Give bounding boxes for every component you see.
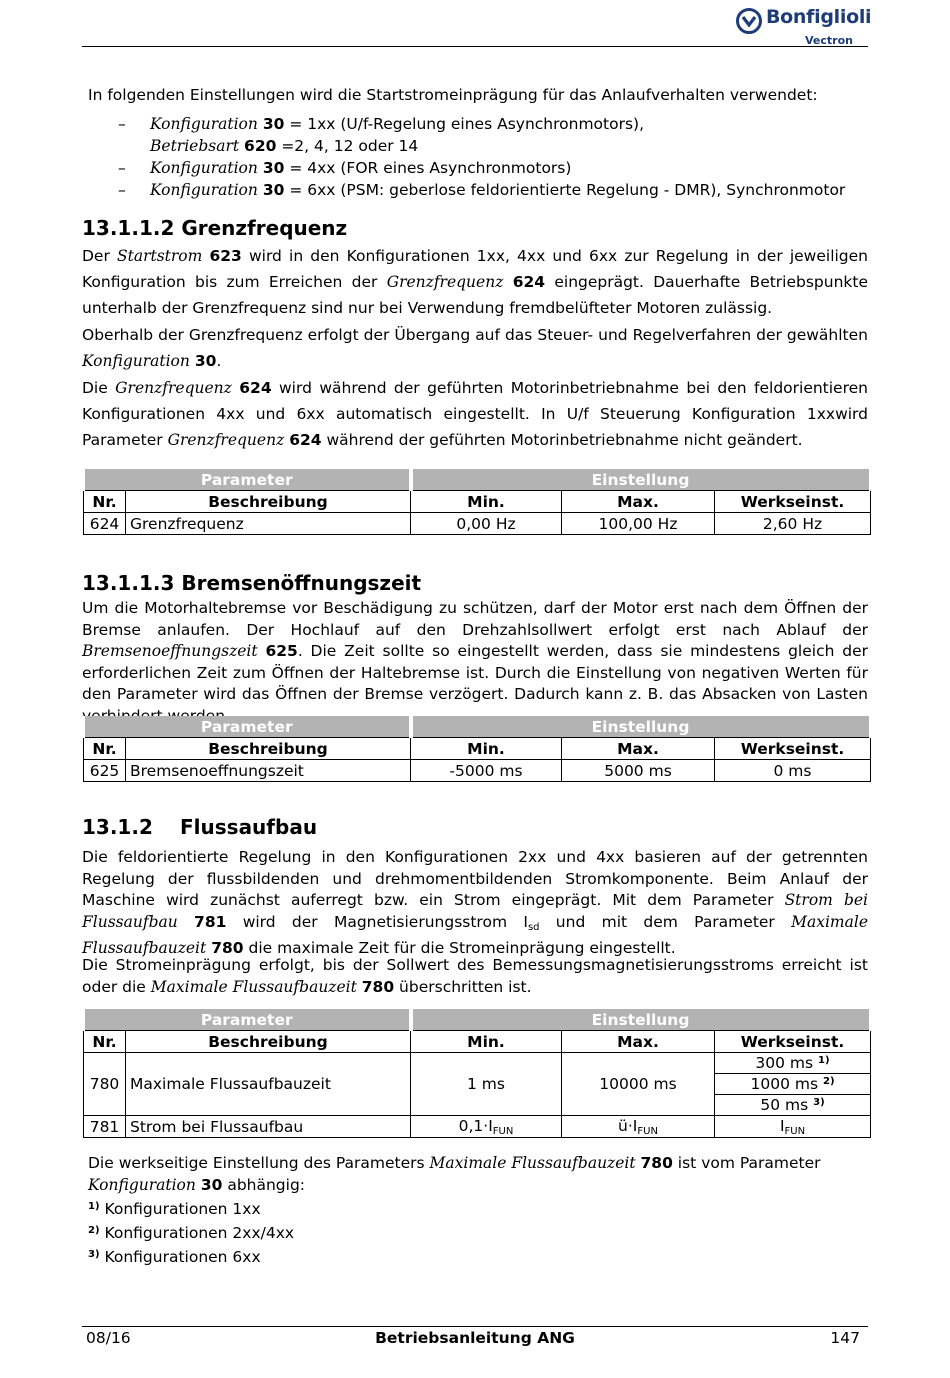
section-heading-flussaufbau bbox=[82, 815, 868, 839]
footnote-marker: 3) bbox=[88, 1249, 100, 1260]
footnote bbox=[88, 1196, 868, 1220]
band-header-parameter: Parameter bbox=[84, 1009, 411, 1031]
column-header-werkseinst: Werkseinst. bbox=[715, 1031, 871, 1053]
bonfiglioli-emblem-icon bbox=[736, 8, 762, 34]
text-run: Oberhalb der Grenzfrequenz erfolgt der Übergang auf das Steuer- und Regelverfahren der gewählten bbox=[82, 326, 868, 344]
parameter-table-625 bbox=[82, 716, 873, 782]
cell-beschreibung: Grenzfrequenz bbox=[126, 513, 411, 535]
paragraph bbox=[82, 598, 868, 727]
text-run: und mit dem Parameter bbox=[539, 912, 792, 931]
column-header-beschreibung: Beschreibung bbox=[126, 1031, 411, 1053]
text-run: wird während der geführten Motorinbetriebnahme bei den feldorientieren Konfigurationen 4xx und 6xx automatisch eingestellt. In U/f Steuerung Konfiguration 1xxwird Parameter bbox=[82, 379, 868, 449]
column-header-min: Min. bbox=[411, 491, 562, 513]
param-term: Grenzfrequenz bbox=[115, 379, 232, 397]
footnote-marker: 2) bbox=[822, 1076, 835, 1087]
cell-werkseinst bbox=[715, 1116, 871, 1138]
section-number: 13.1.2 bbox=[82, 815, 153, 839]
text-run: während der geführten Motorinbetriebnahme nicht geändert. bbox=[321, 431, 803, 449]
param-number: 30 bbox=[262, 115, 285, 133]
table-row bbox=[84, 760, 871, 782]
text-run: Um die Motorhaltebremse vor Beschädigung zu schützen, darf der Motor erst nach dem Öffnen der Bremse anlaufen. Der Hochlauf auf den Drehzahlsollwert erfolgt erst nach Ablauf der bbox=[82, 599, 868, 639]
param-term: Maximale Flussaufbauzeit bbox=[82, 912, 869, 957]
text-run: . bbox=[216, 352, 222, 370]
column-header-nr: Nr. bbox=[84, 738, 126, 760]
text-run: Der bbox=[82, 247, 117, 265]
intro-text: In folgenden Einstellungen wird die Startstromeinprägung für das Anlaufverhalten verwendet: bbox=[88, 86, 818, 104]
param-number: 780 bbox=[211, 939, 244, 957]
footnotes bbox=[88, 1196, 868, 1268]
band-header-parameter: Parameter bbox=[84, 469, 411, 491]
section-heading-bremsenoeffnungszeit: 13.1.1.3 Bremsenöffnungszeit bbox=[82, 571, 422, 595]
cell-nr: 781 bbox=[84, 1116, 126, 1138]
param-term: Konfiguration bbox=[150, 159, 258, 177]
default-value: 50 ms bbox=[760, 1096, 809, 1114]
parameter-table-780-781 bbox=[82, 1009, 873, 1138]
dash-marker: – bbox=[118, 115, 126, 133]
column-header-max: Max. bbox=[562, 1031, 715, 1053]
paragraph bbox=[82, 955, 868, 998]
subscript: FUN bbox=[784, 1125, 806, 1137]
footer-rule bbox=[82, 1326, 868, 1327]
value-text: ü·I bbox=[618, 1116, 638, 1135]
param-term: Konfiguration bbox=[82, 352, 190, 370]
cell-min: -5000 ms bbox=[411, 760, 562, 782]
page-footer bbox=[82, 1329, 868, 1351]
section-title: Flussaufbau bbox=[180, 815, 318, 839]
footnote-marker: 1) bbox=[88, 1201, 100, 1212]
param-term: Betriebsart bbox=[150, 137, 240, 155]
param-number: 620 bbox=[244, 137, 277, 155]
paragraph bbox=[82, 243, 868, 321]
param-term: Maximale Flussaufbauzeit bbox=[150, 977, 357, 996]
cell-nr: 780 bbox=[84, 1053, 126, 1116]
paragraph bbox=[88, 1153, 868, 1196]
param-number: 624 bbox=[289, 431, 322, 449]
param-number: 625 bbox=[265, 642, 298, 660]
cell-max: 5000 ms bbox=[562, 760, 715, 782]
footer-title: Betriebsanleitung ANG bbox=[375, 1329, 575, 1347]
param-number: 30 bbox=[262, 181, 285, 199]
param-term: Strom bei Flussaufbau bbox=[82, 891, 869, 931]
cell-min bbox=[411, 1116, 562, 1138]
text-run: ist vom Parameter bbox=[672, 1154, 821, 1172]
dash-marker: – bbox=[118, 159, 126, 177]
table-row bbox=[84, 513, 871, 535]
text-run: abhängig: bbox=[222, 1175, 306, 1194]
list-item bbox=[118, 157, 868, 179]
column-header-nr: Nr. bbox=[84, 1031, 126, 1053]
cell-min: 0,00 Hz bbox=[411, 513, 562, 535]
section-heading-grenzfrequenz: 13.1.1.2 Grenzfrequenz bbox=[82, 216, 348, 240]
logo-name: Bonfiglioli bbox=[766, 6, 872, 28]
footnote-text: Konfigurationen 2xx/4xx bbox=[99, 1224, 295, 1242]
column-header-min: Min. bbox=[411, 738, 562, 760]
default-value: 300 ms bbox=[755, 1054, 814, 1072]
footnote-marker: 1) bbox=[818, 1055, 830, 1066]
list-item bbox=[118, 113, 868, 157]
parameter-table-624 bbox=[82, 469, 873, 535]
list-item-text: = 1xx (U/f-Regelung eines Asynchronmotors), bbox=[284, 115, 645, 133]
text-run: Die feldorientierte Regelung in den Konfigurationen 2xx und 4xx basieren auf der getrennten Regelung der flussbildenden und drehmomentbildenden Stromkomponente. Beim Anlauf der Maschine wird zunächst auferregt bzw. ein Strom eingeprägt. Mit dem Parameter bbox=[82, 848, 868, 909]
cell-nr: 625 bbox=[84, 760, 126, 782]
param-term: Konfiguration bbox=[88, 1175, 196, 1194]
param-number: 624 bbox=[239, 379, 272, 397]
table-row bbox=[84, 1053, 871, 1074]
column-header-beschreibung: Beschreibung bbox=[126, 738, 411, 760]
param-number: 30 bbox=[194, 352, 217, 370]
band-header-einstellung: Einstellung bbox=[411, 1009, 871, 1031]
default-value: 1000 ms bbox=[750, 1075, 819, 1093]
footnote bbox=[88, 1244, 868, 1268]
param-term: Konfiguration bbox=[150, 115, 258, 133]
logo-subtitle: Vectron bbox=[805, 34, 853, 47]
column-header-beschreibung: Beschreibung bbox=[126, 491, 411, 513]
column-header-werkseinst: Werkseinst. bbox=[715, 491, 871, 513]
column-header-max: Max. bbox=[562, 491, 715, 513]
cell-max: 10000 ms bbox=[562, 1053, 715, 1116]
cell-werkseinst: 0 ms bbox=[715, 760, 871, 782]
list-item-text: =2, 4, 12 oder 14 bbox=[276, 137, 419, 155]
band-header-einstellung: Einstellung bbox=[411, 716, 871, 738]
bonfiglioli-logo bbox=[736, 6, 872, 48]
param-term: Maximale Flussaufbauzeit bbox=[429, 1154, 636, 1172]
text-run: überschritten ist. bbox=[394, 977, 532, 996]
column-header-max: Max. bbox=[562, 738, 715, 760]
text-run: . Die Zeit sollte so eingestellt werden, dass sie mindestens gleich der erforderlichen Zeit zum Öffnen der Haltebremse ist. Durch die Einstellung von negativen Werten für den Parameter wird das Öffnen der Bremse verzögert. Dadurch kann z. B. das Absacken von Lasten bbox=[82, 642, 868, 703]
cell-beschreibung: Maximale Flussaufbauzeit bbox=[126, 1053, 411, 1116]
text-run: die maximale Zeit für die Stromeinprägung eingestellt. bbox=[243, 939, 676, 957]
footnote bbox=[88, 1220, 868, 1244]
text-run: wird der Magnetisierungsstrom I bbox=[226, 912, 528, 931]
cell-beschreibung: Bremsenoeffnungszeit bbox=[126, 760, 411, 782]
param-number: 624 bbox=[512, 273, 546, 291]
param-number: 781 bbox=[194, 912, 227, 931]
param-number: 30 bbox=[200, 1175, 223, 1194]
footnote-text: Konfigurationen 1xx bbox=[99, 1200, 261, 1218]
bullet-list bbox=[118, 113, 868, 201]
subscript: sd bbox=[527, 921, 540, 933]
text-run: Die werkseitige Einstellung des Parameters bbox=[88, 1154, 430, 1172]
param-number: 780 bbox=[361, 977, 395, 996]
cell-max bbox=[562, 1116, 715, 1138]
param-number: 780 bbox=[640, 1154, 673, 1172]
cell-werkseinst bbox=[715, 1074, 871, 1095]
text-run: Die bbox=[82, 379, 116, 397]
column-header-nr: Nr. bbox=[84, 491, 126, 513]
subscript: FUN bbox=[637, 1125, 658, 1137]
cell-werkseinst bbox=[715, 1095, 871, 1116]
table-row bbox=[84, 1116, 871, 1138]
param-term: Grenzfrequenz bbox=[167, 431, 285, 449]
param-term: Konfiguration bbox=[150, 181, 258, 199]
band-header-parameter: Parameter bbox=[84, 716, 411, 738]
cell-werkseinst bbox=[715, 1053, 871, 1074]
column-header-werkseinst: Werkseinst. bbox=[715, 738, 871, 760]
cell-werkseinst: 2,60 Hz bbox=[715, 513, 871, 535]
subscript: FUN bbox=[492, 1125, 514, 1137]
cell-beschreibung: Strom bei Flussaufbau bbox=[126, 1116, 411, 1138]
paragraph bbox=[82, 322, 868, 374]
param-number: 30 bbox=[262, 159, 285, 177]
header-rule bbox=[82, 46, 868, 47]
text-run: wird in den Konfigurationen 1xx, 4xx und 6xx zur Regelung in der jeweiligen Konfiguration bis zum Erreichen der bbox=[82, 247, 869, 291]
list-item-text: = 6xx (PSM: geberlose feldorientierte Regelung - DMR), Synchronmotor bbox=[284, 181, 846, 199]
cell-nr: 624 bbox=[84, 513, 126, 535]
cell-min: 1 ms bbox=[411, 1053, 562, 1116]
paragraph bbox=[82, 375, 868, 453]
list-item-text: = 4xx (FOR eines Asynchronmotors) bbox=[284, 159, 572, 177]
param-term: Startstrom bbox=[116, 247, 203, 265]
text-run: eingeprägt. Dauerhafte Betriebspunkte unterhalb der Grenzfrequenz sind nur bei Verwendung fremdbelüfteter Motoren zulässig. bbox=[82, 273, 869, 317]
footer-date: 08/16 bbox=[86, 1329, 131, 1347]
footnote-text: Konfigurationen 6xx bbox=[99, 1248, 261, 1266]
band-header-einstellung: Einstellung bbox=[411, 469, 871, 491]
param-term: Bremsenoeffnungszeit bbox=[82, 642, 258, 660]
page-number: 147 bbox=[830, 1329, 860, 1347]
cell-max: 100,00 Hz bbox=[562, 513, 715, 535]
text-run: Die Stromeinprägung erfolgt, bis der Sollwert des Bemessungsmagnetisierungsstroms erreicht ist oder die bbox=[82, 956, 868, 996]
list-item bbox=[118, 179, 868, 201]
column-header-min: Min. bbox=[411, 1031, 562, 1053]
footnote-marker: 2) bbox=[88, 1225, 100, 1236]
paragraph bbox=[82, 847, 868, 960]
dash-marker: – bbox=[118, 181, 126, 199]
param-number: 623 bbox=[209, 247, 242, 265]
param-term: Grenzfrequenz bbox=[386, 273, 504, 291]
value-text: 0,1·I bbox=[458, 1116, 493, 1135]
value-text: I bbox=[779, 1116, 785, 1135]
footnote-marker: 3) bbox=[813, 1097, 825, 1108]
